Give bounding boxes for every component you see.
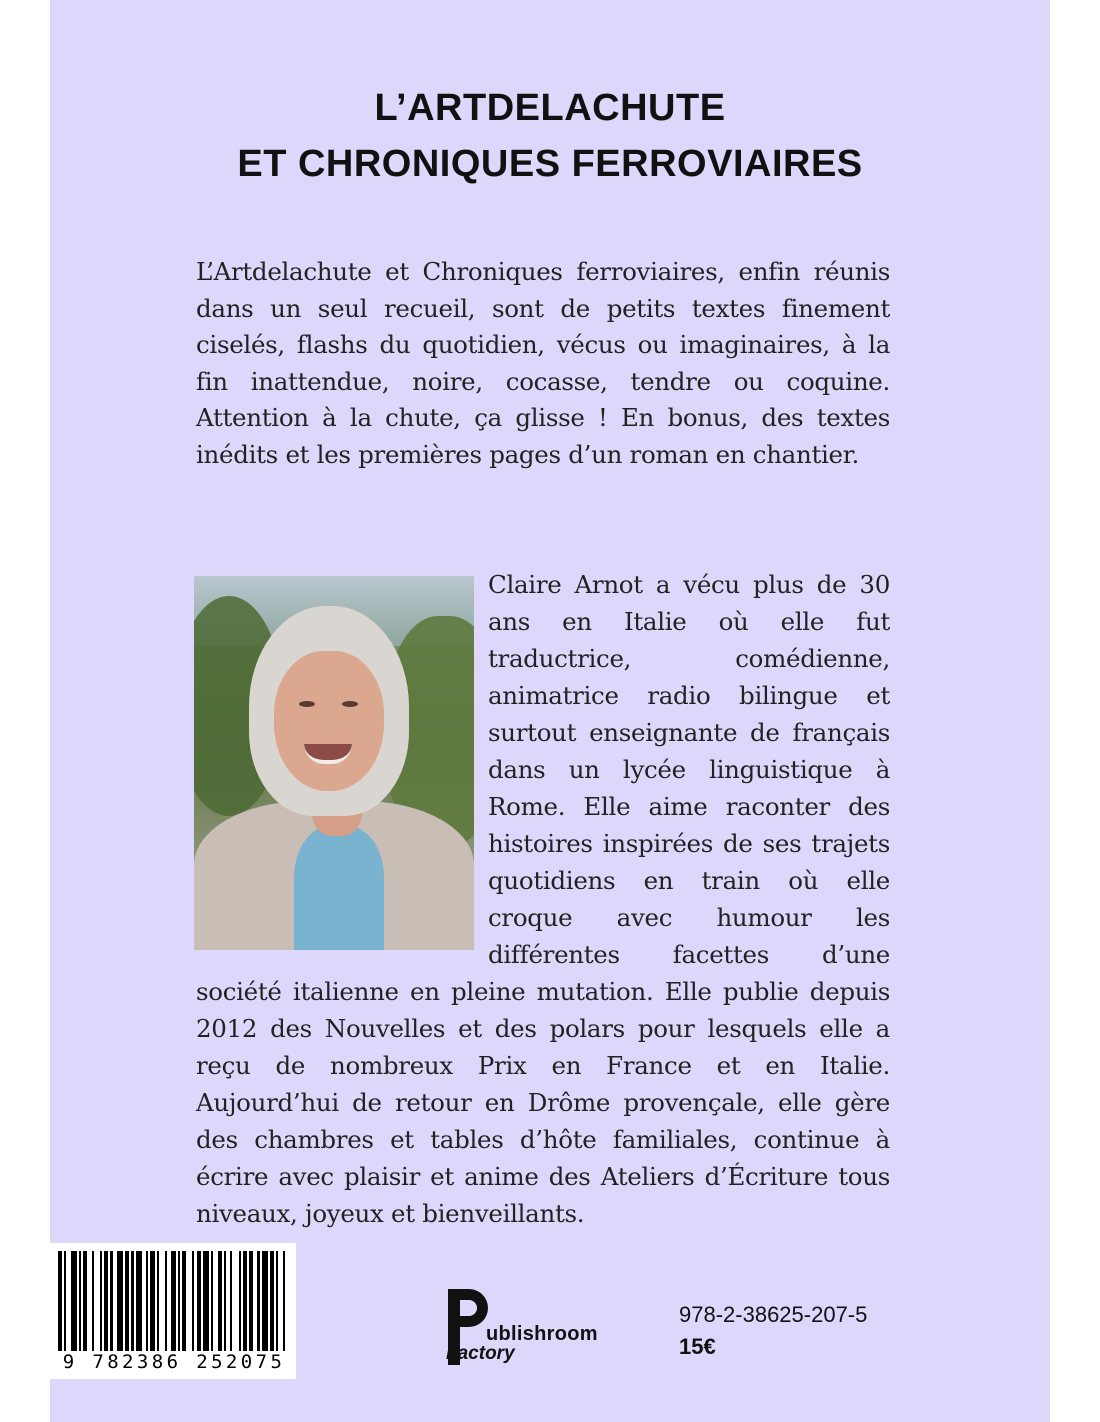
back-cover bbox=[50, 0, 1050, 1422]
isbn-number: 978-2-38625-207-5 bbox=[679, 1302, 868, 1327]
book-blurb: L’Artdelachute et Chroniques ferroviaires, enfin réunis dans un seul recueil, sont de petits textes finement ciselés, flashs du quotidien, vécus ou imaginaires, à la fin inattendue, noire, cocasse, tendre ou coquine. Attention à la chute, ça glisse ! En bonus, des textes inédits et les premières pages d’un roman en chantier. bbox=[196, 257, 890, 469]
publisher-logo bbox=[444, 1285, 604, 1375]
barcode-digits: 9 782386 252075 bbox=[54, 1351, 294, 1373]
publisher-name: ublishroom bbox=[486, 1323, 598, 1345]
book-title bbox=[50, 80, 1050, 192]
title-line-1: L’ARTDELACHUTE bbox=[374, 87, 726, 129]
author-bio-block bbox=[196, 566, 890, 1232]
publisher-subname: Factory bbox=[446, 1343, 515, 1364]
isbn-barcode bbox=[50, 1243, 296, 1379]
author-bio-text: Claire Arnot a vécu plus de 30 ans en Italie où elle fut traductrice, comédienne, animatrice radio bilingue et surtout enseignante de français dans un lycée linguistique à Rome. Elle aime raconter des histoires inspirées de ses trajets quotidiens en train où elle croque avec humour les différentes facettes d’une société italienne en pleine mutation. Elle publie depuis 2012 des Nouvelles et des polars pour lesquels elle a reçu de nombreux Prix en France et en Italie. Aujourd’hui de retour en Drôme provençale, elle gère des chambres et tables d’hôte familiales, continue à écrire avec plaisir et anime des Ateliers d’Écriture tous niveaux, joyeux et bienveillants. bbox=[196, 570, 890, 1228]
price: 15€ bbox=[679, 1334, 716, 1359]
author-photo bbox=[194, 576, 474, 950]
barcode-bars bbox=[58, 1251, 290, 1353]
title-line-2: ET CHRONIQUES FERROVIAIRES bbox=[237, 143, 863, 185]
